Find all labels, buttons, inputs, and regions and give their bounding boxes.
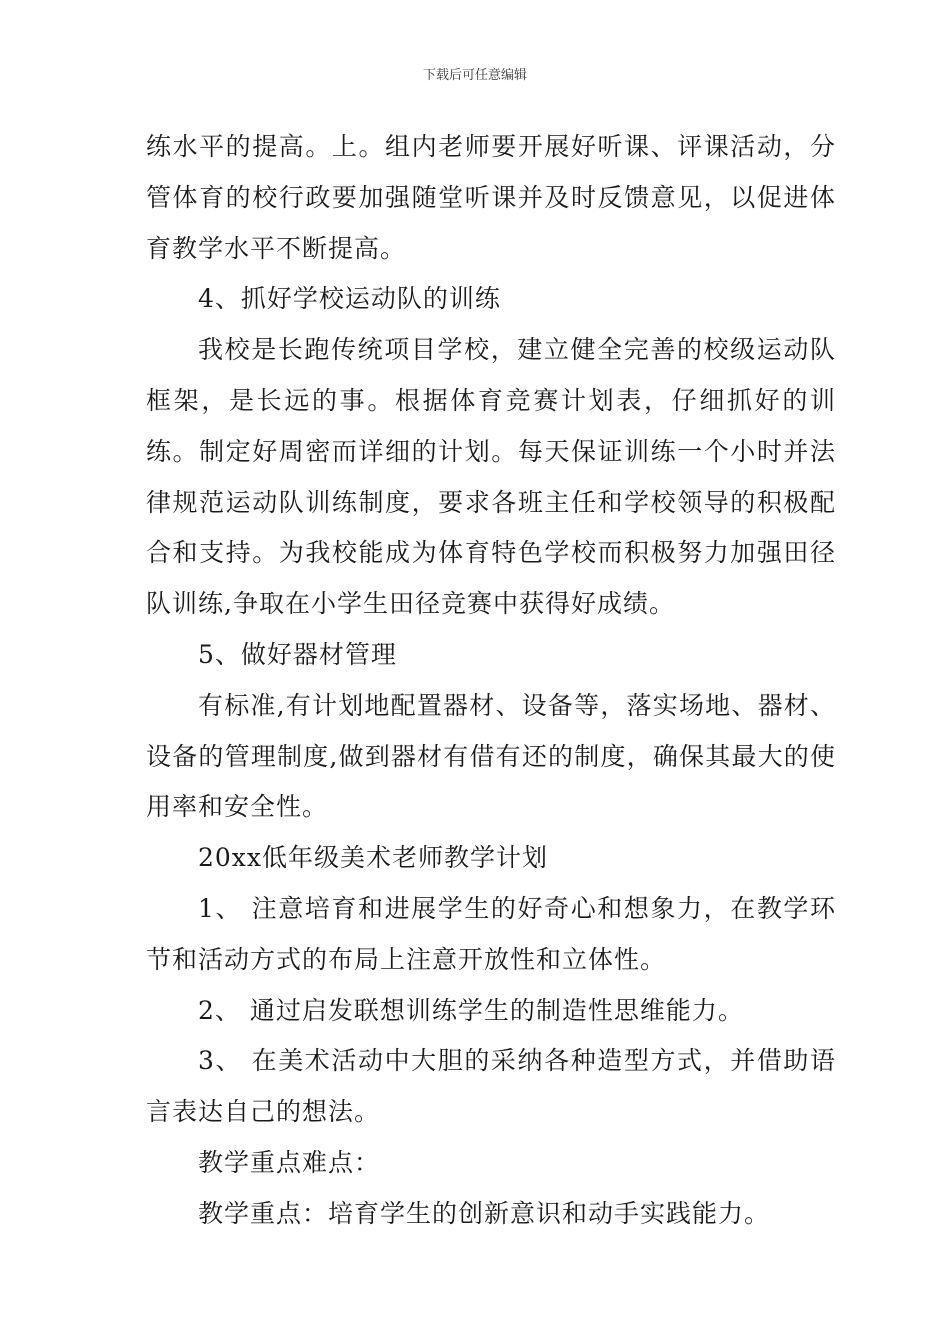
section-heading-5: 5、做好器材管理 <box>198 639 397 669</box>
page-header: 下载后可任意编辑 <box>422 68 527 83</box>
key-points-text: 教学重点：培育学生的创新意识和动手实践能力。 <box>198 1198 771 1228</box>
paragraph-1: 练水平的提高。上。组内老师要开展好听课、评课活动，分管体育的校行政要加强随堂听课并及时反馈意见，以促进体育教学水平不断提高。 <box>146 132 836 263</box>
section-heading-4: 4、抓好学校运动队的训练 <box>198 284 501 314</box>
paragraph-equipment: 有标准,有计划地配置器材、设备等，落实场地、器材、设备的管理制度,做到器材有借有还的制度，确保其最大的使用率和安全性。 <box>146 690 836 822</box>
plan-title: 20xx低年级美术老师教学计划 <box>198 843 549 873</box>
paragraph-team-training: 我校是长跑传统项目学校，建立健全完善的校级运动队框架，是长远的事。根据体育竞赛计划表，仔细抓好的训练。制定好周密而详细的计划。每天保证训练一个小时并法律规范运动队训练制度，要求各班主任和学校领导的积极配合和支持。为我校能成为体育特色学校而积极努力加强田径队训练,争取在小学生田径竞赛中获得好成绩。 <box>146 335 836 619</box>
list-item-2: 2、 通过启发联想训练学生的制造性思维能力。 <box>198 995 744 1025</box>
key-points-heading: 教学重点难点： <box>198 1147 381 1177</box>
list-item-1: 1、 注意培育和进展学生的好奇心和想象力，在教学环节和活动方式的布局上注意开放性和立体性。 <box>146 893 836 974</box>
document-body <box>146 122 836 1240</box>
list-item-3: 3、 在美术活动中大胆的采纳各种造型方式，并借助语言表达自己的想法。 <box>146 1046 836 1127</box>
